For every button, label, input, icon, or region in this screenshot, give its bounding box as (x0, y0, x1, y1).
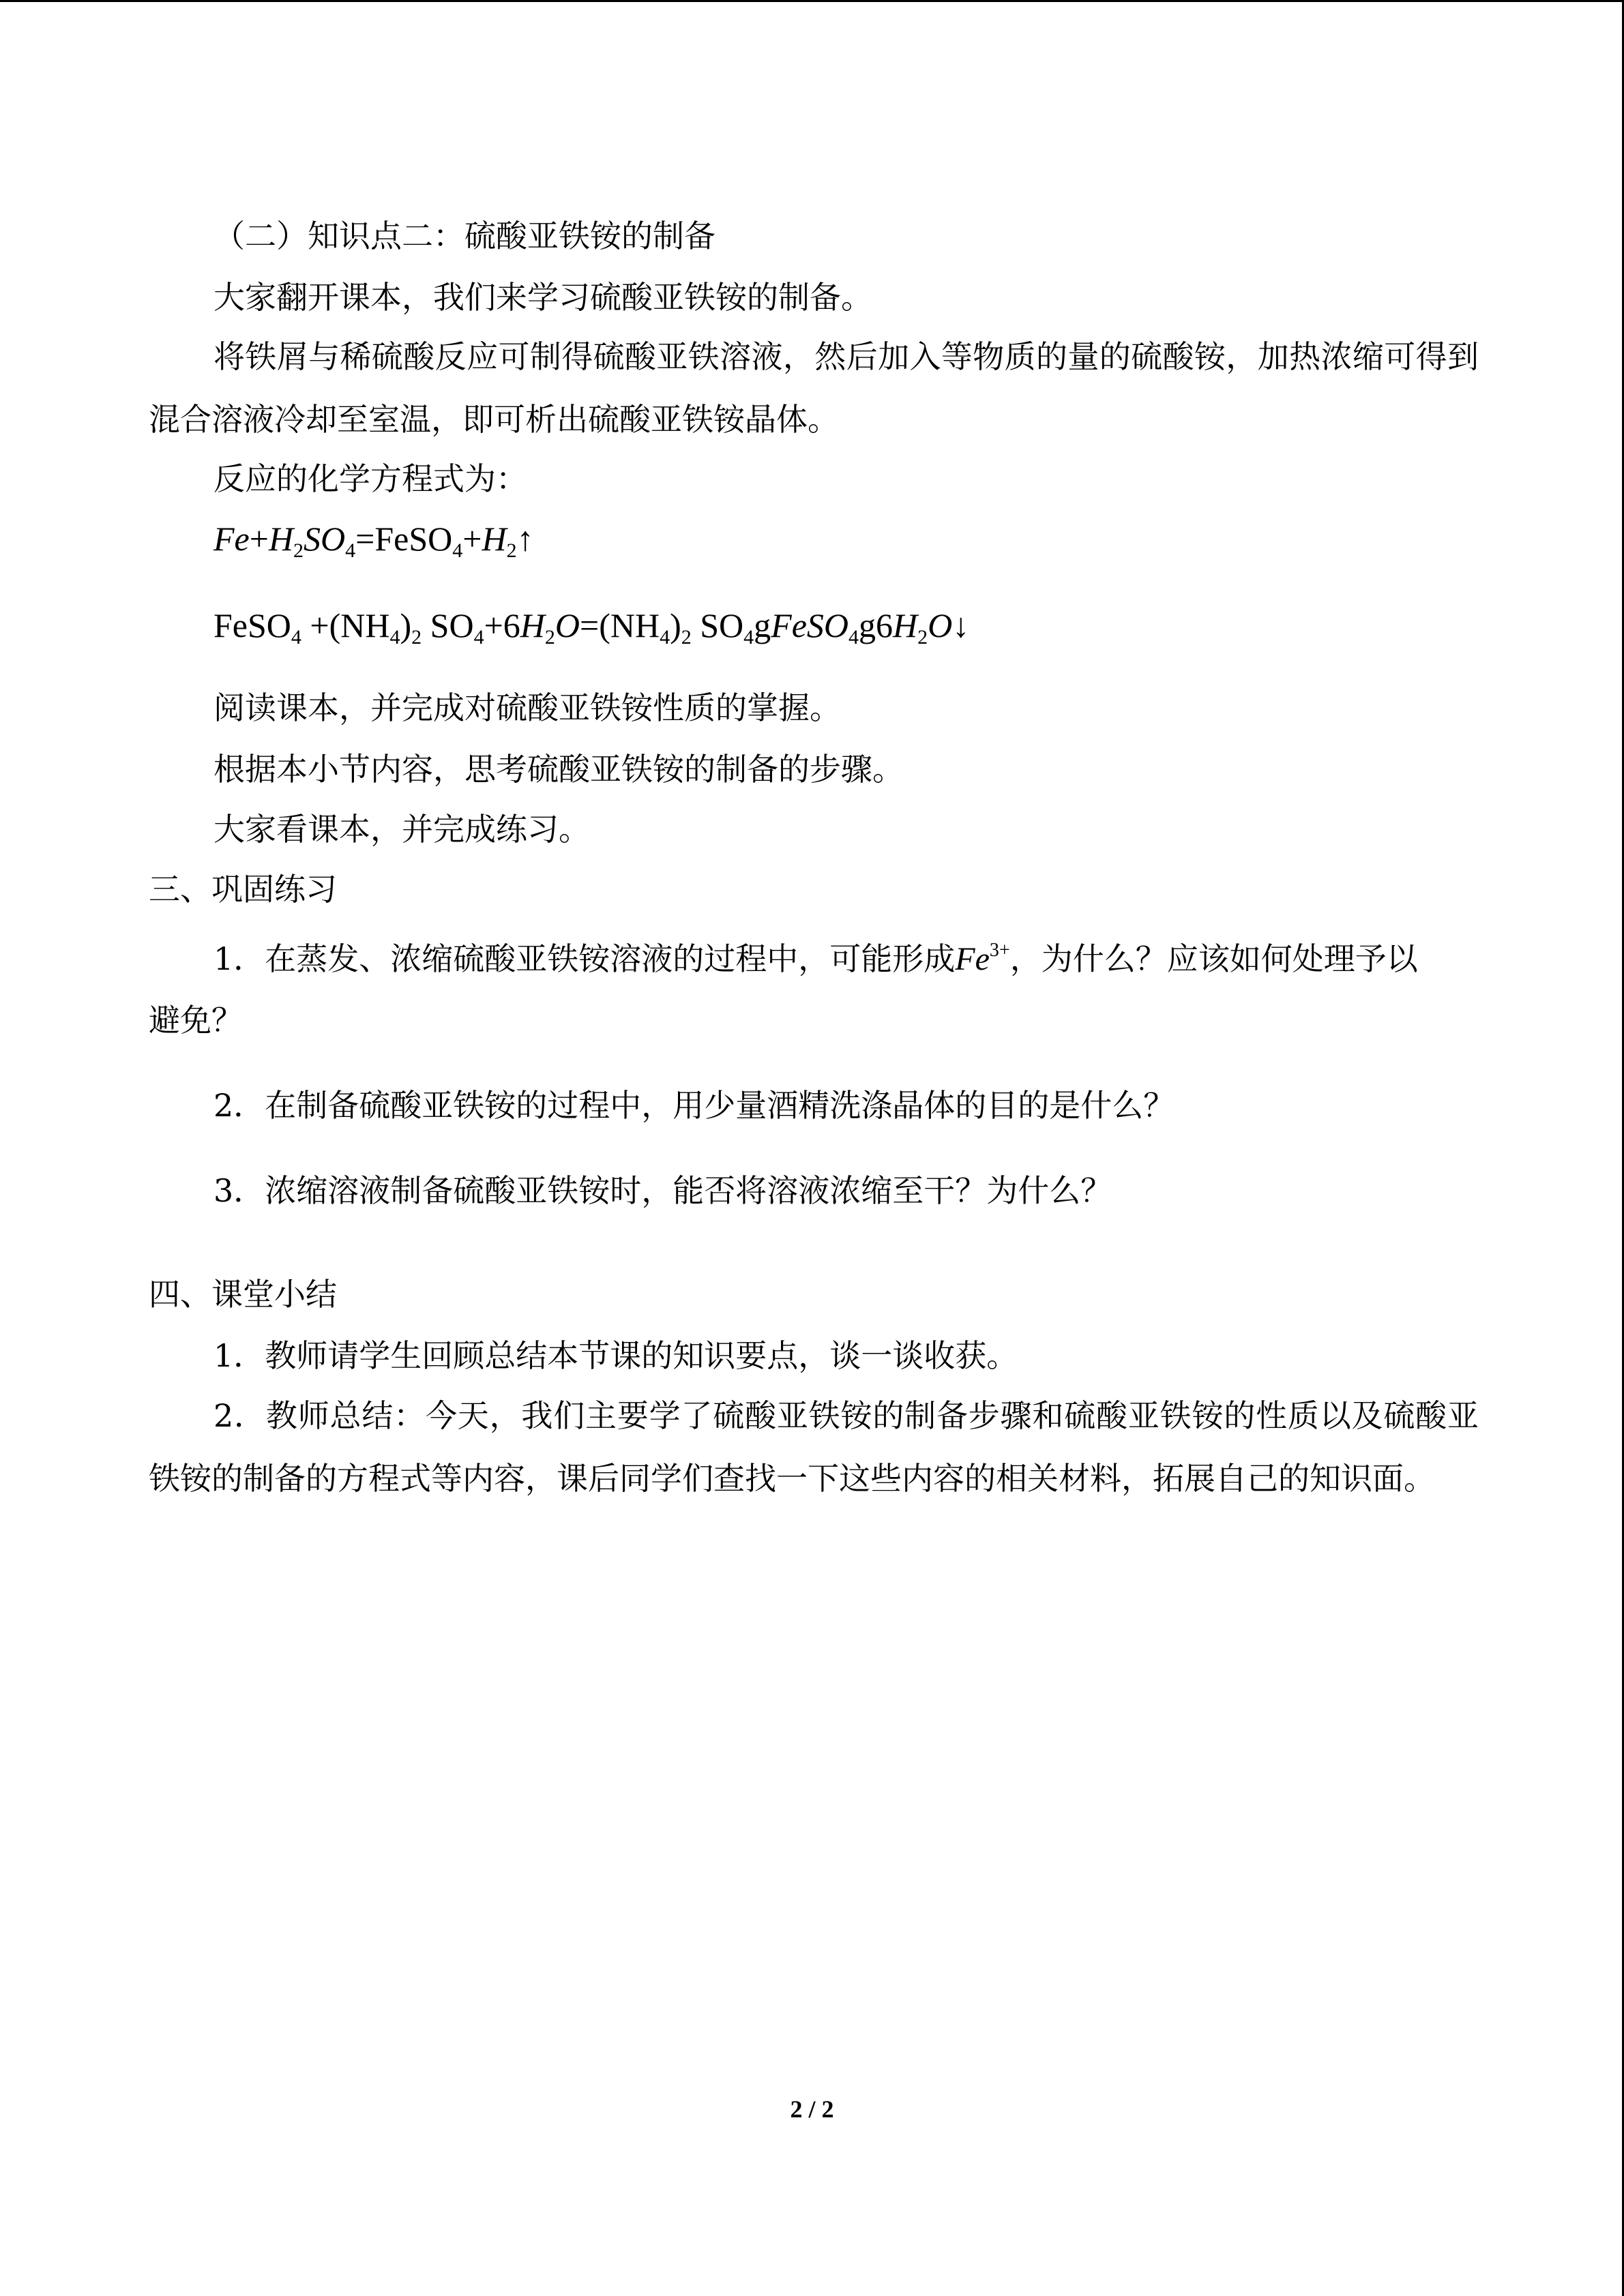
eq2-term: (NH (599, 606, 660, 644)
eq1-subscript: 4 (345, 539, 356, 562)
eq2-subscript: 2 (681, 626, 692, 648)
eq2-subscript: 4 (389, 626, 400, 648)
paragraph-preparation-method: 将铁屑与稀硫酸反应可制得硫酸亚铁溶液，然后加入等物质的量的硫酸铵，加热浓缩可得到混合溶液冷却至室温，即可析出硫酸亚铁铵晶体。 (149, 338, 1479, 438)
page-number: 2 / 2 (790, 2096, 834, 2123)
eq2-term: 6 (876, 606, 893, 644)
eq1-term: SO (304, 520, 346, 558)
eq1-subscript: 2 (293, 539, 304, 562)
eq2-term: O (928, 606, 953, 644)
eq2-subscript: 4 (291, 626, 301, 648)
eq2-subscript: 4 (660, 626, 670, 648)
question-1-text: 1．在蒸发、浓缩硫酸亚铁铵溶液的过程中，可能形成 (213, 940, 956, 977)
section3-heading: 三、巩固练习 (149, 871, 337, 908)
summary-1: 1．教师请学生回顾总结本节课的知识要点，谈一谈收获。 (213, 1337, 1018, 1374)
eq2-term: + (484, 606, 503, 644)
eq2-term: FeSO (771, 606, 848, 644)
eq2-subscript: 2 (917, 626, 928, 648)
eq2-term: g (859, 606, 876, 644)
eq1-term: Fe (213, 520, 250, 558)
eq1-term: = (355, 520, 375, 558)
question-2: 2．在制备硫酸亚铁铵的过程中，用少量酒精洗涤晶体的目的是什么？ (213, 1087, 1175, 1124)
paragraph-read-properties: 阅读课本，并完成对硫酸亚铁铵性质的掌握。 (213, 689, 841, 726)
eq2-term: H (893, 606, 918, 644)
question-1-text: ，为什么？应该如何处理予以 (1009, 940, 1418, 977)
eq2-subscript: 4 (473, 626, 484, 648)
question-1-continuation: 避免？ (149, 1002, 243, 1039)
question-1 (213, 927, 1418, 991)
eq2-term: 6 (503, 606, 520, 644)
eq1-term: H (268, 520, 294, 558)
eq2-subscript: 2 (411, 626, 422, 648)
eq2-term: H (520, 606, 545, 644)
eq2-subscript: 4 (848, 626, 859, 648)
eq1-term: + (462, 520, 482, 558)
paragraph-open-book: 大家翻开课本，我们来学习硫酸亚铁铵的制备。 (213, 279, 872, 316)
eq2-subscript: 4 (743, 626, 754, 648)
eq1-term: H (482, 520, 507, 558)
fe3-symbol: Fe (955, 941, 990, 977)
down-arrow-icon: ↓ (952, 606, 970, 644)
section2-heading: （二）知识点二：硫酸亚铁铵的制备 (213, 218, 715, 254)
eq2-term: SO (691, 606, 744, 644)
fe3-charge: 3+ (989, 940, 1010, 961)
eq1-subscript: 2 (506, 539, 517, 562)
section4-heading: 四、课堂小结 (149, 1276, 337, 1313)
eq2-term: = (580, 606, 600, 644)
eq2-term: +(NH (301, 606, 390, 644)
equation-1 (213, 511, 534, 566)
eq1-term: FeSO (374, 520, 453, 558)
question-3: 3．浓缩溶液制备硫酸亚铁铵时，能否将溶液浓缩至干？为什么？ (213, 1172, 1112, 1209)
equation-2 (213, 598, 969, 653)
eq2-subscript: 2 (544, 626, 555, 648)
up-arrow-icon: ↑ (516, 520, 534, 558)
paragraph-do-exercise: 大家看课本，并完成练习。 (213, 811, 590, 848)
eq2-term: ) (400, 606, 412, 644)
eq2-term: ) (670, 606, 681, 644)
summary-2: 2．教师总结：今天，我们主要学了硫酸亚铁铵的制备步骤和硫酸亚铁铵的性质以及硫酸亚铁铵的制备的方程式等内容，课后同学们查找一下这些内容的相关材料，拓展自己的知识面。 (149, 1397, 1479, 1497)
eq1-term: + (249, 520, 269, 558)
eq2-term: FeSO (213, 606, 291, 644)
eq2-term: SO (422, 606, 474, 644)
eq2-term: g (754, 606, 771, 644)
fe3-ion (955, 941, 1009, 977)
paragraph-think-steps: 根据本小节内容，思考硫酸亚铁铵的制备的步骤。 (213, 751, 904, 788)
eq1-subscript: 4 (452, 539, 463, 562)
paragraph-equation-intro: 反应的化学方程式为： (213, 460, 527, 497)
eq2-term: O (555, 606, 580, 644)
